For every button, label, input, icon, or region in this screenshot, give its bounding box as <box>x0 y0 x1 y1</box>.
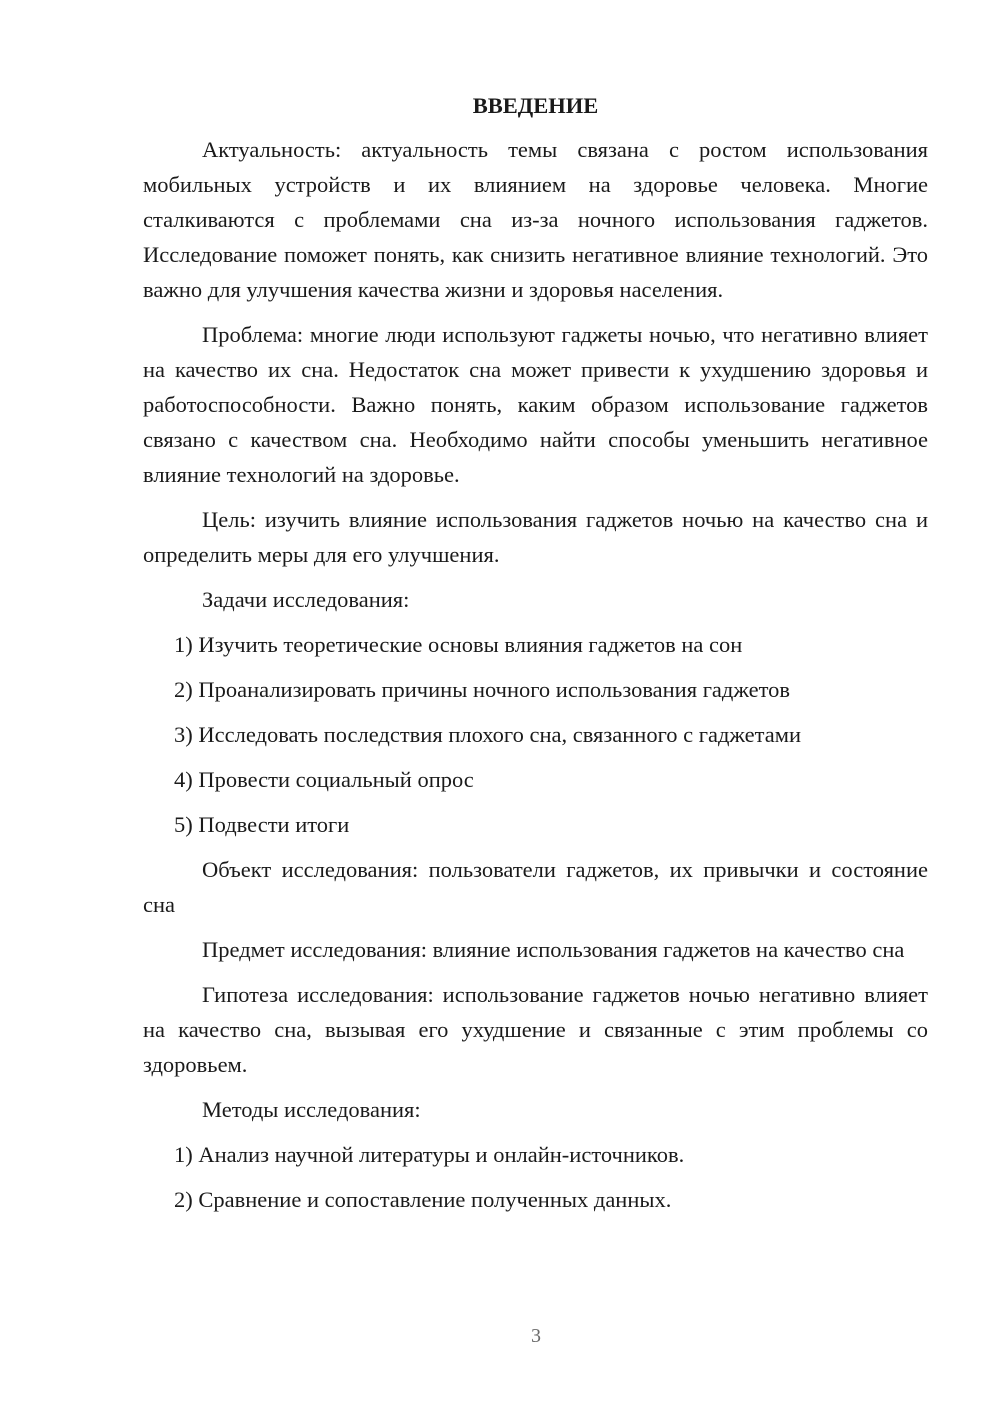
method-item: 2) Сравнение и сопоставление полученных данных. <box>174 1187 672 1212</box>
methods-label: Методы исследования: <box>202 1097 421 1122</box>
tasks-label: Задачи исследования: <box>202 587 410 612</box>
subject-paragraph: Предмет исследования: влияние использования гаджетов на качество сна <box>202 937 905 962</box>
page-number: 3 <box>531 1325 541 1347</box>
task-item: 2) Проанализировать причины ночного использования гаджетов <box>174 677 791 702</box>
method-item: 1) Анализ научной литературы и онлайн-источников. <box>174 1142 685 1167</box>
section-heading: ВВЕДЕНИЕ <box>472 93 599 118</box>
problem-paragraph: Проблема: многие люди используют гаджеты ночью, что негативно влияет на качество их сна. Недостаток сна может привести к ухудшению здоровья и работоспособности. Важно понять, каким образом использование гаджетов связано с качеством сна. Необходимо найти способы уменьшить негативное влияние технологий на здоровье. <box>143 322 928 487</box>
task-item: 4) Провести социальный опрос <box>174 767 474 792</box>
task-item: 5) Подвести итоги <box>174 812 350 837</box>
relevance-paragraph: Актуальность: актуальность темы связана с ростом использования мобильных устройств и их влиянием на здоровье человека. Многие сталкиваются с проблемами сна из-за ночного использования гаджетов. Исследование поможет понять, как снизить негативное влияние технологий. Это важно для улучшения качества жизни и здоровья населения. <box>143 137 928 302</box>
object-paragraph: Объект исследования: пользователи гаджетов, их привычки и состояние сна <box>143 857 928 917</box>
task-item: 1) Изучить теоретические основы влияния гаджетов на сон <box>174 632 743 657</box>
goal-paragraph: Цель: изучить влияние использования гаджетов ночью на качество сна и определить меры для его улучшения. <box>143 507 928 567</box>
document-page <box>143 88 928 1227</box>
hypothesis-paragraph: Гипотеза исследования: использование гаджетов ночью негативно влияет на качество сна, вызывая его ухудшение и связанные с этим проблемы со здоровьем. <box>143 982 928 1077</box>
task-item: 3) Исследовать последствия плохого сна, связанного с гаджетами <box>174 722 802 747</box>
